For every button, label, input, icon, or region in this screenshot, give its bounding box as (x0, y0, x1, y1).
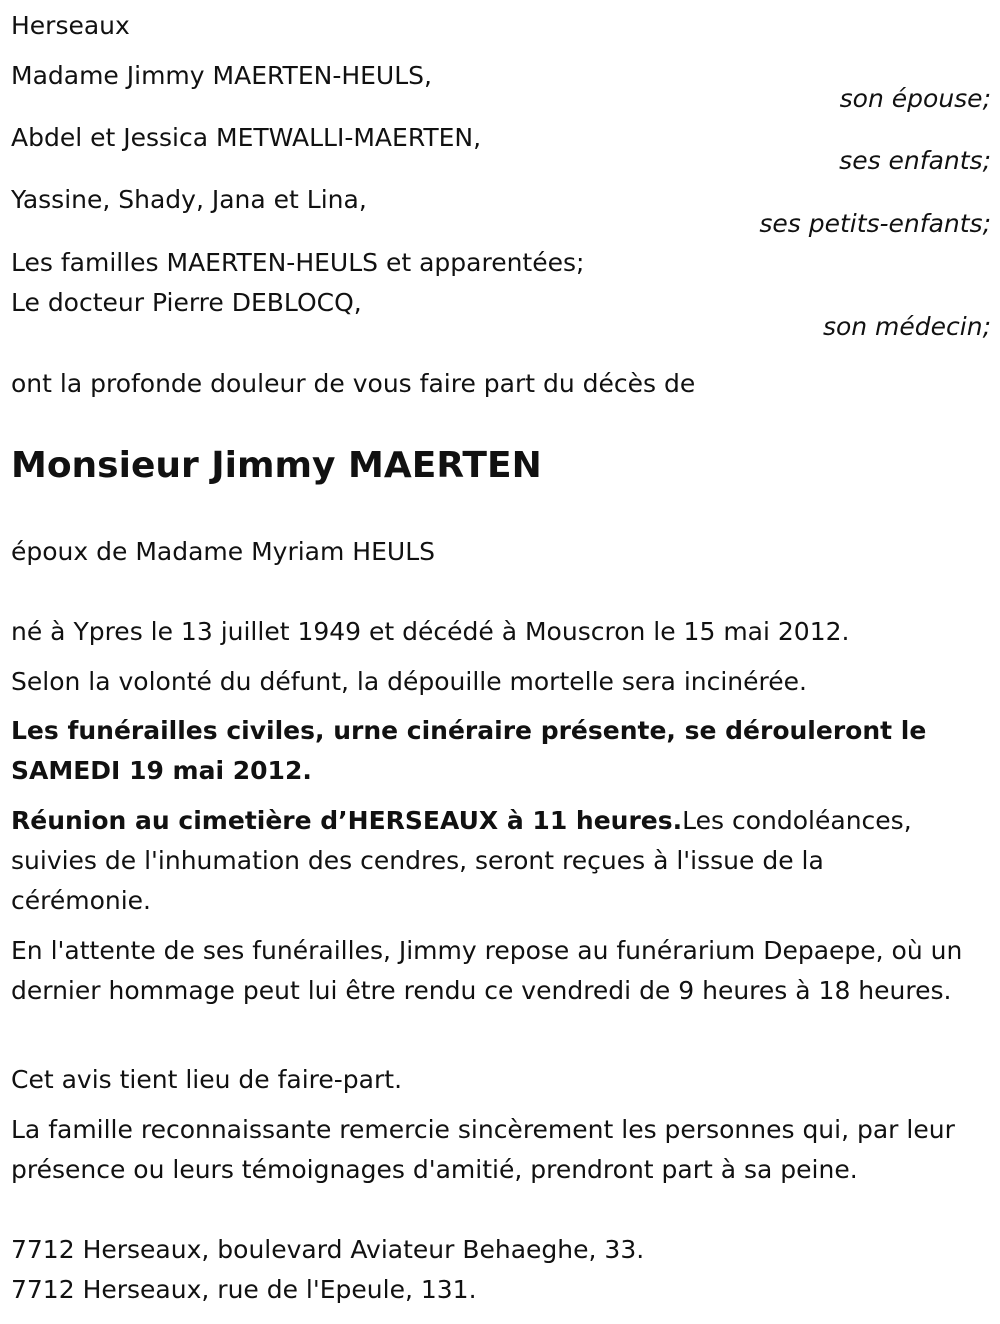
address-line-1: 7712 Herseaux, boulevard Aviateur Behaeghe, 33. (11, 1235, 645, 1264)
condolences-text: Les condoléances, suivies de l'inhumation des cendres, seront reçues à l'issue de la cérémonie. (11, 806, 912, 915)
family-name-children: Abdel et Jessica METWALLI-MAERTEN, (11, 123, 482, 152)
deceased-name: Monsieur Jimmy MAERTEN (11, 445, 542, 486)
family-role-spouse: son épouse; (839, 84, 991, 113)
family-name-doctor: Le docteur Pierre DEBLOCQ, (11, 288, 362, 317)
thanks-paragraph: La famille reconnaissante remercie sincèrement les personnes qui, par leur présence ou leurs témoignages d'amitié, prendront part à sa peine. (11, 1115, 955, 1184)
family-role-doctor: son médecin; (822, 312, 991, 341)
family-name-grandchildren: Yassine, Shady, Jana et Lina, (11, 185, 367, 214)
meeting-location-time: Réunion au cimetière d’HERSEAUX à 11 heures. (11, 806, 683, 835)
family-role-grandchildren: ses petits-enfants; (759, 209, 991, 238)
family-name-relatives: Les familles MAERTEN-HEULS et apparentées; (11, 248, 585, 277)
announcement-text: ont la profonde douleur de vous faire part du décès de (11, 369, 696, 398)
family-role-children: ses enfants; (839, 146, 991, 175)
funeral-announcement: Les funérailles civiles, urne cinéraire présente, se dérouleront le SAMEDI 19 mai 2012. (11, 716, 927, 785)
notice-line: Cet avis tient lieu de faire-part. (11, 1065, 403, 1094)
meeting-paragraph (11, 801, 941, 921)
visitation-paragraph: En l'attente de ses funérailles, Jimmy repose au funérarium Depaepe, où un dernier hommage peut lui être rendu ce vendredi de 9 heures à 18 heures. (11, 936, 963, 1005)
birth-death-line: né à Ypres le 13 juillet 1949 et décédé à Mouscron le 15 mai 2012. (11, 617, 850, 646)
family-name-spouse: Madame Jimmy MAERTEN-HEULS, (11, 61, 432, 90)
address-line-2: 7712 Herseaux, rue de l'Epeule, 131. (11, 1275, 477, 1304)
cremation-line: Selon la volonté du défunt, la dépouille mortelle sera incinérée. (11, 667, 807, 696)
place-header: Herseaux (11, 11, 130, 40)
spouse-line: époux de Madame Myriam HEULS (11, 537, 435, 566)
